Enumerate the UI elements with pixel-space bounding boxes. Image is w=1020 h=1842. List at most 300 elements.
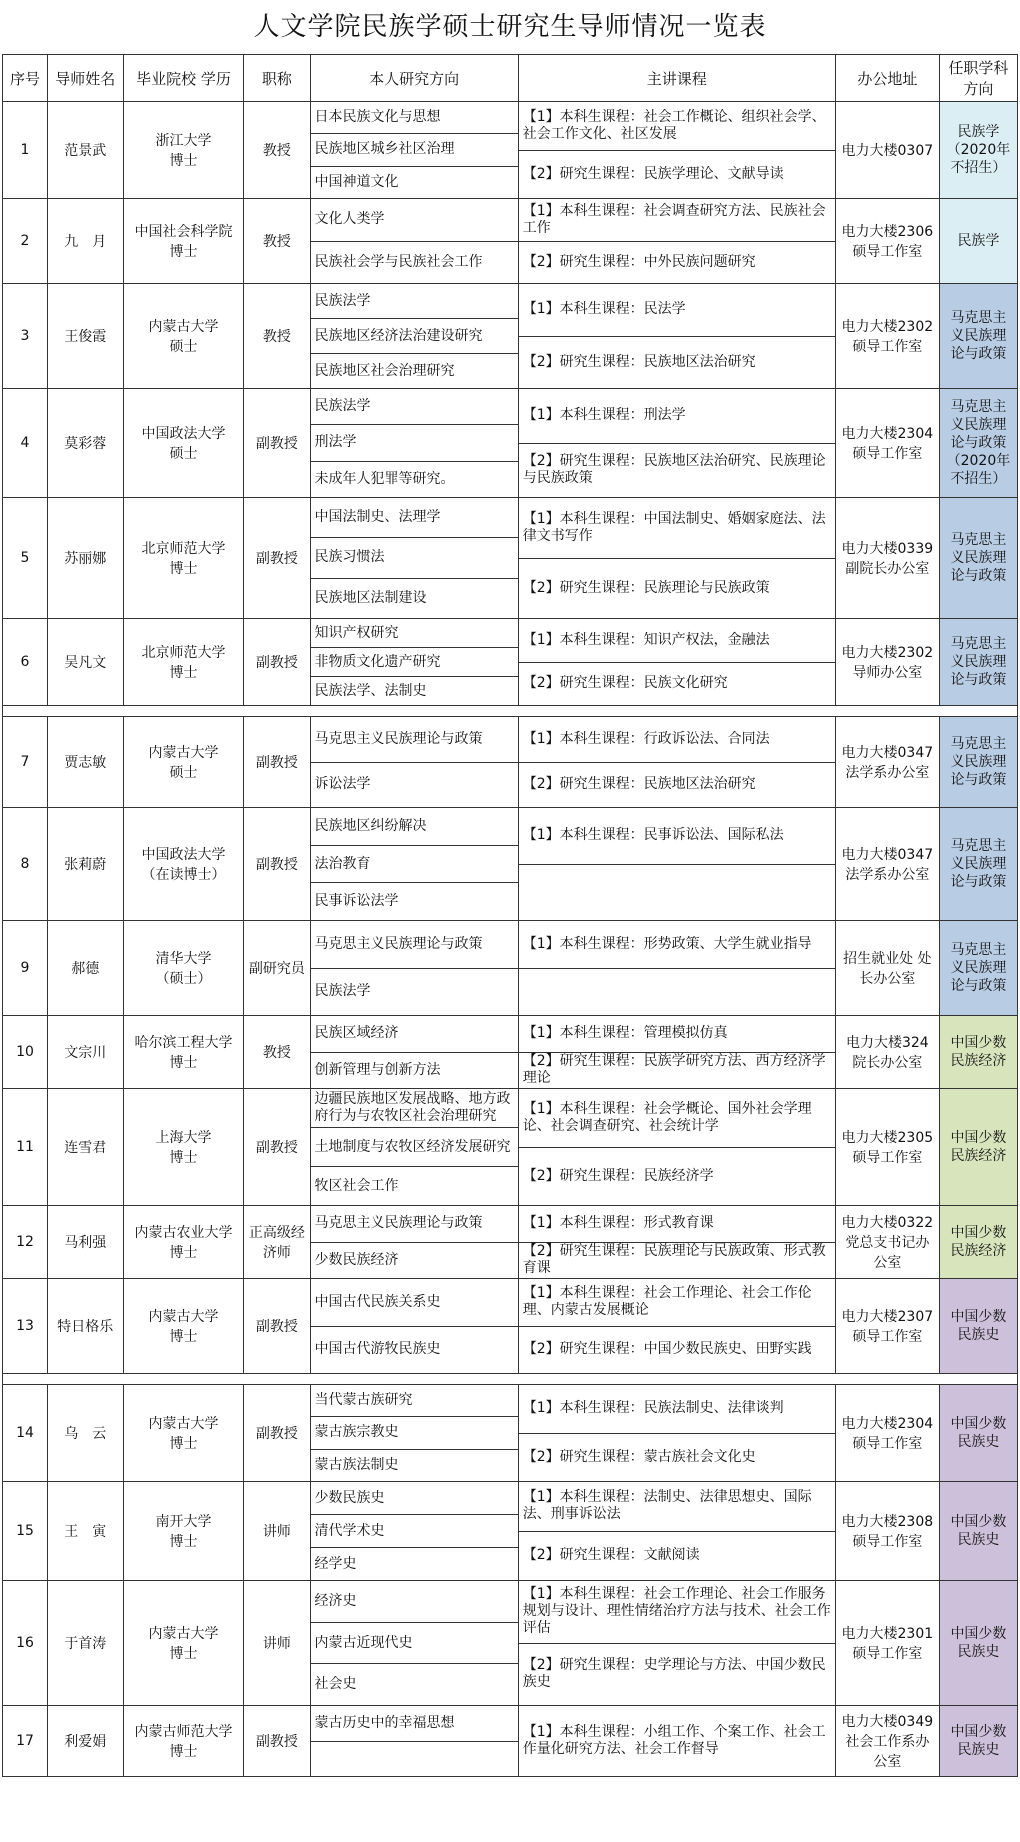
degree: 博士 xyxy=(169,1744,198,1760)
school-name: 中国政法大学 xyxy=(141,847,226,863)
subject-direction: 中国少数民族经济 xyxy=(939,1206,1017,1279)
course-list xyxy=(519,1016,835,1088)
row-index: 8 xyxy=(3,808,48,921)
subject-direction: 马克思主义民族理论与政策 xyxy=(939,619,1017,706)
advisor-name: 利爱娟 xyxy=(47,1706,123,1777)
row-index: 7 xyxy=(3,717,48,808)
row-index: 2 xyxy=(3,199,48,284)
course-list xyxy=(519,1581,835,1705)
course-item: 【1】本科生课程：民事诉讼法、国际私法 xyxy=(519,808,835,865)
degree: 硕士 xyxy=(169,765,198,781)
course-list xyxy=(519,1385,835,1481)
header-subject: 任职学科方向 xyxy=(939,55,1017,102)
advisor-name: 吴凡文 xyxy=(47,619,123,706)
table-row xyxy=(3,1581,1018,1706)
research-cell xyxy=(310,808,518,921)
course-item: 【1】本科生课程：社会学概论、国外社会学理论、社会调查研究、社会统计学 xyxy=(519,1089,835,1148)
school-name: 南开大学 xyxy=(155,1514,212,1530)
subject-direction: 中国少数民族史 xyxy=(939,1482,1017,1581)
row-index: 1 xyxy=(3,102,48,199)
research-cell xyxy=(310,1706,518,1777)
rank: 讲师 xyxy=(244,1581,310,1706)
research-cell xyxy=(310,1279,518,1374)
advisor-name: 王 寅 xyxy=(47,1482,123,1581)
course-list xyxy=(519,921,835,1015)
course-cell xyxy=(518,808,835,921)
research-cell xyxy=(310,389,518,498)
research-item: 民族地区城乡社区治理 xyxy=(311,134,518,166)
row-index: 14 xyxy=(3,1385,48,1482)
row-index: 11 xyxy=(3,1089,48,1206)
row-index: 17 xyxy=(3,1706,48,1777)
school-name: 内蒙古大学 xyxy=(148,745,219,761)
table-row xyxy=(3,619,1018,706)
research-cell xyxy=(310,1016,518,1089)
research-item: 创新管理与创新方法 xyxy=(314,1061,441,1078)
row-index: 3 xyxy=(3,284,48,389)
course-item: 【2】研究生课程：中外民族问题研究 xyxy=(522,253,756,270)
row-index: 13 xyxy=(3,1279,48,1374)
research-list xyxy=(311,1206,518,1278)
degree: （在读博士） xyxy=(141,867,226,883)
course-item: 【1】本科生课程：民法学 xyxy=(519,284,835,337)
school-cell xyxy=(123,717,244,808)
school-cell xyxy=(123,1016,244,1089)
office: 电力大楼2304 硕导工作室 xyxy=(835,389,939,498)
degree: 博士 xyxy=(169,1055,198,1071)
course-list xyxy=(519,717,835,807)
advisor-name: 文宗川 xyxy=(47,1016,123,1089)
table-row xyxy=(3,389,1018,498)
course-list xyxy=(519,1089,835,1205)
research-list xyxy=(311,284,518,388)
degree: 博士 xyxy=(169,244,198,260)
advisor-name: 郝德 xyxy=(47,921,123,1016)
rank: 副教授 xyxy=(244,498,310,619)
office: 电力大楼2302 导师办公室 xyxy=(835,619,939,706)
header-office: 办公地址 xyxy=(835,55,939,102)
research-cell xyxy=(310,102,518,199)
research-cell xyxy=(310,1482,518,1581)
degree: 博士 xyxy=(169,1245,198,1261)
research-item: 当代蒙古族研究 xyxy=(311,1385,518,1417)
table-row xyxy=(3,1482,1018,1581)
course-item: 【1】本科生课程：刑法学 xyxy=(519,389,835,444)
office: 电力大楼2305 硕导工作室 xyxy=(835,1089,939,1206)
research-item: 中国神道文化 xyxy=(314,173,399,190)
rank: 副教授 xyxy=(244,1089,310,1206)
degree: 博士 xyxy=(169,561,198,577)
row-index: 6 xyxy=(3,619,48,706)
course-item: 【2】研究生课程：蒙古族社会文化史 xyxy=(522,1448,756,1465)
course-item xyxy=(519,865,835,921)
course-cell xyxy=(518,389,835,498)
course-item: 【1】本科生课程：形势政策、大学生就业指导 xyxy=(519,921,835,969)
school-cell xyxy=(123,1482,244,1581)
subject-direction: 中国少数民族史 xyxy=(939,1581,1017,1706)
header-rank: 职称 xyxy=(244,55,310,102)
subject-direction: 中国少数民族史 xyxy=(939,1385,1017,1482)
table-row xyxy=(3,1706,1018,1777)
school-name: 北京师范大学 xyxy=(141,541,226,557)
research-item: 土地制度与农牧区经济发展研究 xyxy=(311,1128,518,1167)
research-item: 民族地区法制建设 xyxy=(314,589,427,606)
research-item: 民族法学 xyxy=(314,983,371,1000)
research-cell xyxy=(310,1385,518,1482)
research-list xyxy=(311,1581,518,1705)
office: 电力大楼0347 法学系办公室 xyxy=(835,717,939,808)
research-item: 民族区域经济 xyxy=(311,1016,518,1053)
research-item: 民族地区社会治理研究 xyxy=(314,362,455,379)
office: 电力大楼2301 硕导工作室 xyxy=(835,1581,939,1706)
course-item: 【1】本科生课程：法制史、法律思想史、国际法、刑事诉讼法 xyxy=(519,1482,835,1532)
office: 电力大楼0307 xyxy=(835,102,939,199)
advisor-name: 王俊霞 xyxy=(47,284,123,389)
course-list xyxy=(519,498,835,618)
header-school: 毕业院校 学历 xyxy=(123,55,244,102)
school-cell xyxy=(123,1279,244,1374)
research-item: 经济史 xyxy=(311,1581,518,1623)
advisor-name: 张莉蔚 xyxy=(47,808,123,921)
course-cell xyxy=(518,1482,835,1581)
degree: 硕士 xyxy=(169,446,198,462)
research-item: 民族地区经济法治建设研究 xyxy=(311,319,518,354)
school-cell xyxy=(123,1206,244,1279)
course-list xyxy=(519,284,835,388)
school-name: 中国社会科学院 xyxy=(134,224,233,240)
school-cell xyxy=(123,498,244,619)
course-item: 【2】研究生课程：民族学理论、文献导读 xyxy=(522,165,784,182)
school-cell xyxy=(123,1706,244,1777)
row-index: 4 xyxy=(3,389,48,498)
research-item: 牧区社会工作 xyxy=(314,1177,399,1194)
subject-direction: 中国少数民族经济 xyxy=(939,1016,1017,1089)
rank: 副教授 xyxy=(244,808,310,921)
advisor-name: 莫彩蓉 xyxy=(47,389,123,498)
subject-direction: 马克思主义民族理论与政策 xyxy=(939,284,1017,389)
research-item: 内蒙古近现代史 xyxy=(311,1623,518,1665)
advisor-name: 于首涛 xyxy=(47,1581,123,1706)
course-list xyxy=(519,1279,835,1373)
subject-direction: 马克思主义民族理论与政策 xyxy=(939,717,1017,808)
school-cell xyxy=(123,199,244,284)
research-item: 中国法制史、法理学 xyxy=(311,498,518,538)
research-cell xyxy=(310,199,518,284)
research-item: 知识产权研究 xyxy=(311,619,518,648)
course-item: 【2】研究生课程：文献阅读 xyxy=(522,1547,700,1564)
research-item: 民族地区纠纷解决 xyxy=(311,808,518,846)
row-index: 16 xyxy=(3,1581,48,1706)
research-item: 马克思主义民族理论与政策 xyxy=(311,921,518,969)
course-item: 【2】研究生课程：民族理论与民族政策 xyxy=(522,579,770,596)
course-cell xyxy=(518,1385,835,1482)
advisor-name: 乌 云 xyxy=(47,1385,123,1482)
table-row xyxy=(3,102,1018,199)
table-row xyxy=(3,1279,1018,1374)
school-name: 内蒙古师范大学 xyxy=(134,1724,233,1740)
school-name: 哈尔滨工程大学 xyxy=(134,1035,233,1051)
school-name: 内蒙古大学 xyxy=(148,1626,219,1642)
school-name: 内蒙古农业大学 xyxy=(134,1225,233,1241)
research-list xyxy=(311,619,518,705)
header-courses: 主讲课程 xyxy=(518,55,835,102)
course-list xyxy=(519,1706,835,1776)
row-index: 12 xyxy=(3,1206,48,1279)
office: 电力大楼2304 硕导工作室 xyxy=(835,1385,939,1482)
course-cell xyxy=(518,102,835,199)
course-list xyxy=(519,1206,835,1278)
research-list xyxy=(311,921,518,1015)
school-cell xyxy=(123,1089,244,1206)
course-item: 【1】本科生课程：民族法制史、法律谈判 xyxy=(519,1385,835,1434)
course-cell xyxy=(518,1279,835,1374)
school-name: 内蒙古大学 xyxy=(148,319,219,335)
school-name: 内蒙古大学 xyxy=(148,1309,219,1325)
course-list xyxy=(519,808,835,920)
rank: 副研究员 xyxy=(244,921,310,1016)
school-cell xyxy=(123,619,244,706)
header-row xyxy=(3,55,1018,102)
research-list xyxy=(311,102,518,198)
office: 电力大楼2302 硕导工作室 xyxy=(835,284,939,389)
subject-direction: 中国少数民族经济 xyxy=(939,1089,1017,1206)
rank: 副教授 xyxy=(244,1279,310,1374)
research-cell xyxy=(310,284,518,389)
subject-direction: 民族学（2020年不招生） xyxy=(939,102,1017,199)
research-item: 民族法学 xyxy=(311,389,518,425)
research-item: 非物质文化遗产研究 xyxy=(311,648,518,677)
office: 电力大楼0322 党总支书记办公室 xyxy=(835,1206,939,1279)
degree: 博士 xyxy=(169,1646,198,1662)
table-gap xyxy=(3,706,1018,717)
school-name: 内蒙古大学 xyxy=(148,1416,219,1432)
course-cell xyxy=(518,1089,835,1206)
office: 电力大楼2307 硕导工作室 xyxy=(835,1279,939,1374)
school-cell xyxy=(123,102,244,199)
course-item: 【1】本科生课程：社会工作概论、组织社会学、社会工作文化、社区发展 xyxy=(519,102,835,151)
header-research: 本人研究方向 xyxy=(310,55,518,102)
course-item xyxy=(519,969,835,1016)
research-item: 刑法学 xyxy=(311,425,518,461)
header-name: 导师姓名 xyxy=(47,55,123,102)
subject-direction: 中国少数民族史 xyxy=(939,1279,1017,1374)
school-cell xyxy=(123,921,244,1016)
office: 电力大楼2306 硕导工作室 xyxy=(835,199,939,284)
research-cell xyxy=(310,717,518,808)
header-index: 序号 xyxy=(3,55,48,102)
rank: 讲师 xyxy=(244,1482,310,1581)
research-item: 少数民族史 xyxy=(311,1482,518,1515)
research-cell xyxy=(310,498,518,619)
course-item: 【1】本科生课程：社会调查研究方法、民族社会工作 xyxy=(519,199,835,242)
research-item: 蒙古族宗教史 xyxy=(311,1417,518,1449)
advisor-name: 马利强 xyxy=(47,1206,123,1279)
row-index: 9 xyxy=(3,921,48,1016)
office: 电力大楼2308 硕导工作室 xyxy=(835,1482,939,1581)
course-item: 【2】研究生课程：民族理论与民族政策、形式教育课 xyxy=(522,1243,826,1277)
research-list xyxy=(311,199,518,283)
research-item: 民事诉讼法学 xyxy=(314,893,399,910)
course-cell xyxy=(518,921,835,1016)
research-item: 民族法学、法制史 xyxy=(314,682,427,699)
rank: 教授 xyxy=(244,1016,310,1089)
office: 电力大楼0349 社会工作系办公室 xyxy=(835,1706,939,1777)
course-item: 【1】本科生课程：中国法制史、婚姻家庭法、法律文书写作 xyxy=(519,498,835,559)
course-list xyxy=(519,1482,835,1580)
rank: 教授 xyxy=(244,102,310,199)
degree: 硕士 xyxy=(169,339,198,355)
course-item: 【2】研究生课程：民族地区法治研究、民族理论与民族政策 xyxy=(522,453,826,487)
course-cell xyxy=(518,1206,835,1279)
course-list xyxy=(519,389,835,497)
research-cell xyxy=(310,1581,518,1706)
research-item: 社会史 xyxy=(314,1676,357,1693)
research-list xyxy=(311,1482,518,1580)
course-item: 【1】本科生课程：社会工作理论、社会工作服务规划与设计、理性情绪治疗方法与技术、社会工作评估 xyxy=(519,1581,835,1644)
school-name: 浙江大学 xyxy=(155,133,212,149)
school-cell xyxy=(123,1581,244,1706)
research-item xyxy=(311,1742,518,1777)
table-row xyxy=(3,717,1018,808)
degree: 博士 xyxy=(169,1150,198,1166)
advisor-name: 连雪君 xyxy=(47,1089,123,1206)
table-row xyxy=(3,1016,1018,1089)
subject-direction: 中国少数民族史 xyxy=(939,1706,1017,1777)
course-cell xyxy=(518,498,835,619)
research-cell xyxy=(310,1206,518,1279)
course-list xyxy=(519,199,835,283)
degree: 博士 xyxy=(169,665,198,681)
research-item: 蒙古历史中的幸福思想 xyxy=(311,1706,518,1742)
course-item: 【2】研究生课程：史学理论与方法、中国少数民族史 xyxy=(522,1657,826,1691)
research-list xyxy=(311,1385,518,1481)
research-item: 未成年人犯罪等研究。 xyxy=(314,470,455,487)
course-cell xyxy=(518,199,835,284)
degree: 博士 xyxy=(169,1534,198,1550)
subject-direction: 马克思主义民族理论与政策 xyxy=(939,808,1017,921)
subject-direction: 马克思主义民族理论与政策 xyxy=(939,498,1017,619)
course-item: 【1】本科生课程：小组工作、个案工作、社会工作量化研究方法、社会工作督导 xyxy=(522,1724,826,1757)
row-index: 15 xyxy=(3,1482,48,1581)
course-cell xyxy=(518,284,835,389)
advisor-table xyxy=(2,54,1018,1777)
table-body xyxy=(3,102,1018,1777)
research-list xyxy=(311,808,518,920)
research-item: 法治教育 xyxy=(311,846,518,884)
research-item: 清代学术史 xyxy=(311,1515,518,1548)
course-item: 【2】研究生课程：民族地区法治研究 xyxy=(522,353,756,370)
table-row xyxy=(3,1385,1018,1482)
research-item: 中国古代民族关系史 xyxy=(311,1279,518,1327)
research-item: 蒙古族法制史 xyxy=(314,1456,399,1473)
course-item: 【1】本科生课程：行政诉讼法、合同法 xyxy=(519,717,835,763)
degree: 博士 xyxy=(169,1329,198,1345)
research-list xyxy=(311,1706,518,1776)
subject-direction: 马克思主义民族理论与政策 xyxy=(939,921,1017,1016)
school-cell xyxy=(123,284,244,389)
course-item: 【1】本科生课程：形式教育课 xyxy=(519,1206,835,1243)
research-item: 少数民族经济 xyxy=(314,1251,399,1268)
research-list xyxy=(311,1279,518,1373)
advisor-name: 范景武 xyxy=(47,102,123,199)
research-item: 文化人类学 xyxy=(311,199,518,242)
row-index: 10 xyxy=(3,1016,48,1089)
research-cell xyxy=(310,1089,518,1206)
research-item: 民族习惯法 xyxy=(311,538,518,578)
rank: 教授 xyxy=(244,284,310,389)
subject-direction: 马克思主义民族理论与政策（2020年不招生） xyxy=(939,389,1017,498)
row-index: 5 xyxy=(3,498,48,619)
course-item: 【1】本科生课程：管理模拟仿真 xyxy=(519,1016,835,1053)
gap-cell xyxy=(3,1374,1018,1385)
course-item: 【2】研究生课程：中国少数民族史、田野实践 xyxy=(522,1341,812,1358)
course-list xyxy=(519,102,835,198)
research-list xyxy=(311,717,518,807)
research-cell xyxy=(310,619,518,706)
course-cell xyxy=(518,1706,835,1777)
research-item: 马克思主义民族理论与政策 xyxy=(311,717,518,763)
research-item: 民族社会学与民族社会工作 xyxy=(314,253,483,270)
rank: 副教授 xyxy=(244,1385,310,1482)
research-list xyxy=(311,1089,518,1205)
course-cell xyxy=(518,717,835,808)
office: 招生就业处 处长办公室 xyxy=(835,921,939,1016)
rank: 正高级经济师 xyxy=(244,1206,310,1279)
course-item: 【2】研究生课程：民族地区法治研究 xyxy=(522,776,756,793)
degree: 博士 xyxy=(169,1436,198,1452)
table-row xyxy=(3,921,1018,1016)
rank: 副教授 xyxy=(244,1706,310,1777)
table-row xyxy=(3,284,1018,389)
research-list xyxy=(311,1016,518,1088)
course-item: 【2】研究生课程：民族文化研究 xyxy=(522,675,728,692)
research-item: 边疆民族地区发展战略、地方政府行为与农牧区社会治理研究 xyxy=(311,1089,518,1128)
advisor-name: 贾志敏 xyxy=(47,717,123,808)
research-list xyxy=(311,389,518,497)
school-name: 清华大学 xyxy=(155,951,212,967)
school-name: 北京师范大学 xyxy=(141,645,226,661)
table-row xyxy=(3,1089,1018,1206)
degree: 博士 xyxy=(169,153,198,169)
research-item: 马克思主义民族理论与政策 xyxy=(311,1206,518,1243)
research-list xyxy=(311,498,518,618)
school-name: 中国政法大学 xyxy=(141,426,226,442)
course-item: 【2】研究生课程：民族经济学 xyxy=(522,1167,714,1184)
school-name: 上海大学 xyxy=(155,1130,212,1146)
rank: 教授 xyxy=(244,199,310,284)
gap-cell xyxy=(3,706,1018,717)
research-item: 经学史 xyxy=(314,1555,357,1572)
course-item: 【1】本科生课程：社会工作理论、社会工作伦理、内蒙古发展概论 xyxy=(519,1279,835,1327)
subject-direction: 民族学 xyxy=(939,199,1017,284)
advisor-name: 特日格乐 xyxy=(47,1279,123,1374)
rank: 副教授 xyxy=(244,389,310,498)
course-item: 【1】本科生课程：知识产权法，金融法 xyxy=(519,619,835,663)
course-cell xyxy=(518,619,835,706)
course-list xyxy=(519,619,835,705)
research-cell xyxy=(310,921,518,1016)
school-cell xyxy=(123,1385,244,1482)
table-row xyxy=(3,808,1018,921)
research-item: 日本民族文化与思想 xyxy=(311,102,518,134)
school-cell xyxy=(123,808,244,921)
degree: （硕士） xyxy=(155,971,212,987)
research-item: 中国古代游牧民族史 xyxy=(314,1341,441,1358)
course-cell xyxy=(518,1016,835,1089)
page-title: 人文学院民族学硕士研究生导师情况一览表 xyxy=(253,12,767,42)
advisor-name: 九 月 xyxy=(47,199,123,284)
table-row xyxy=(3,199,1018,284)
